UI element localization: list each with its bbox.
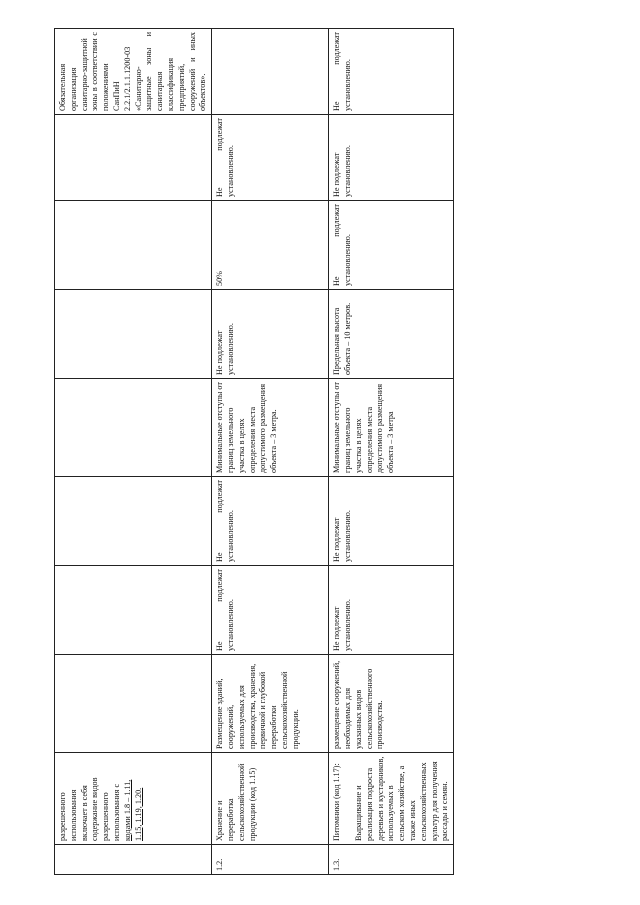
cell-text: Питомники (код 1.17):: [332, 763, 342, 841]
row-number-cell: 1.3.: [329, 845, 454, 875]
setback-cell: Минимальные отступы от границ земельного участка в целях определения места допустимого размещения объекта – 3 метра.: [212, 379, 329, 477]
description-cell: [55, 655, 212, 753]
param-cell: Не подлежат установлению.: [212, 566, 329, 655]
param-cell: [55, 566, 212, 655]
row-number-cell: [55, 845, 212, 875]
cell-text: Выращивание и реализация подроста деревьев и кустарников, используемых в сельском хозяйстве, а также иных сельскохозяйственных культур для получения рассады и семян.: [353, 756, 450, 841]
setback-cell: Минимальные отступы от границ земельного участка в целях определения места допустимого размещения объекта – 3 метра: [329, 379, 454, 477]
coverage-cell: 50%: [212, 201, 329, 290]
param-cell: Не подлежат установлению.: [212, 115, 329, 201]
code-link[interactable]: 1.15, 1.19, 1.20.: [133, 787, 143, 841]
use-type-cell: [55, 753, 212, 845]
cell-text: разрешенного: [101, 792, 111, 841]
param-cell: [55, 290, 212, 379]
param-cell: [55, 379, 212, 477]
param-cell: [55, 115, 212, 201]
use-type-cell: [329, 753, 454, 845]
cell-text: содержание видов: [90, 777, 100, 841]
param-cell: Не подлежат установлению.: [329, 115, 454, 201]
use-type-cell: Хранение и переработка сельскохозяйственной продукции (код 1.15): [212, 753, 329, 845]
table-row: [212, 29, 329, 875]
row-number-cell: 1.2.: [212, 845, 329, 875]
rotated-table-wrapper: [54, 29, 450, 875]
param-cell: Не подлежат установлению.: [212, 290, 329, 379]
coverage-cell: Не подлежат установлению.: [329, 201, 454, 290]
cell-text: включает в себя: [79, 785, 89, 841]
height-cell: Предельная высота объекта – 10 метров.: [329, 290, 454, 379]
restrictions-cell: [212, 29, 329, 115]
description-cell: Размещение зданий, сооружений, используемых для производства, хранения, первичной и глубокой переработки сельскохозяйственной продукции.: [212, 655, 329, 753]
restrictions-cell: Не подлежат установлению.: [329, 29, 454, 115]
param-cell: [55, 201, 212, 290]
regulations-table: [54, 28, 454, 875]
restrictions-cell: Обязательная организация санитарно-защитной зоны в соответствии с положениями СанПиН 2.2.1/2.1.1.1200-03 «Санитарно-защитные зоны и санитарная классификация предприятий, сооружений и иных объектов».: [55, 29, 212, 115]
table-row: [55, 29, 212, 875]
cell-text: разрешенного: [58, 792, 67, 841]
param-cell: Не подлежат установлению.: [212, 477, 329, 566]
cell-text: использования с: [111, 783, 121, 841]
param-cell: [55, 477, 212, 566]
param-cell: Не подлежат установлению.: [329, 566, 454, 655]
cell-text: использования: [68, 789, 78, 841]
table-row: [329, 29, 454, 875]
param-cell: Не подлежат установлению.: [329, 477, 454, 566]
description-cell: размещение сооружений, необходимых для указанных видов сельскохозяйственного производства.: [329, 655, 454, 753]
code-link[interactable]: кодами 1.8 – 1.11,: [122, 779, 132, 841]
